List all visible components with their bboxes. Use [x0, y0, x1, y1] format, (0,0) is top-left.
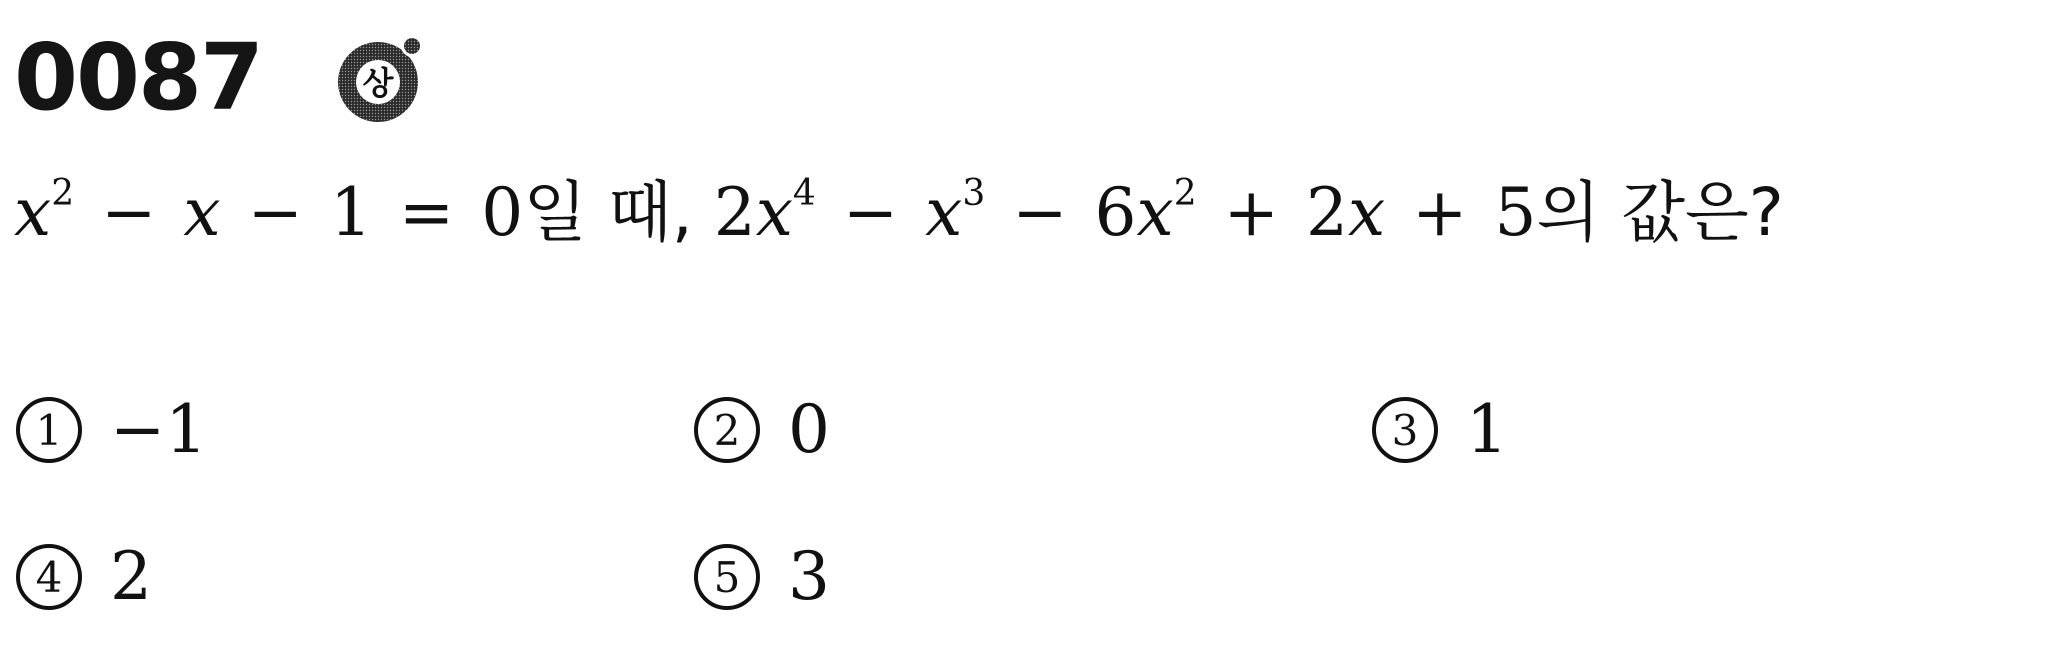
choice-value: 0 [788, 391, 830, 468]
problem-header [14, 24, 432, 131]
difficulty-badge [332, 28, 432, 128]
choice-value: 1 [1466, 391, 1508, 468]
choice-value: 2 [110, 538, 152, 615]
choice-1[interactable] [14, 391, 208, 468]
choice-marker-icon [692, 542, 762, 612]
choice-marker-icon [692, 395, 762, 465]
svg-text:3: 3 [1391, 406, 1419, 455]
choice-2[interactable] [692, 391, 830, 468]
choice-5[interactable] [692, 538, 830, 615]
svg-text:2: 2 [713, 406, 741, 455]
problem-number: 0087 [14, 24, 263, 131]
choice-value: −1 [110, 391, 208, 468]
choice-3[interactable] [1370, 391, 1508, 468]
svg-text:1: 1 [35, 406, 63, 455]
svg-text:4: 4 [35, 553, 63, 602]
choice-marker-icon [14, 542, 84, 612]
difficulty-badge-icon [332, 28, 432, 128]
difficulty-label: 상 [362, 64, 394, 102]
choice-marker-icon [1370, 395, 1440, 465]
svg-text:5: 5 [713, 553, 741, 602]
choice-4[interactable] [14, 538, 152, 615]
choice-value: 3 [788, 538, 830, 615]
question-text: $x^2 - x - 1 = 0$일 때, $2x^4 - x^3 - 6x^2 + 2x + 5$의 값은? [14, 173, 1784, 251]
choice-marker-icon [14, 395, 84, 465]
